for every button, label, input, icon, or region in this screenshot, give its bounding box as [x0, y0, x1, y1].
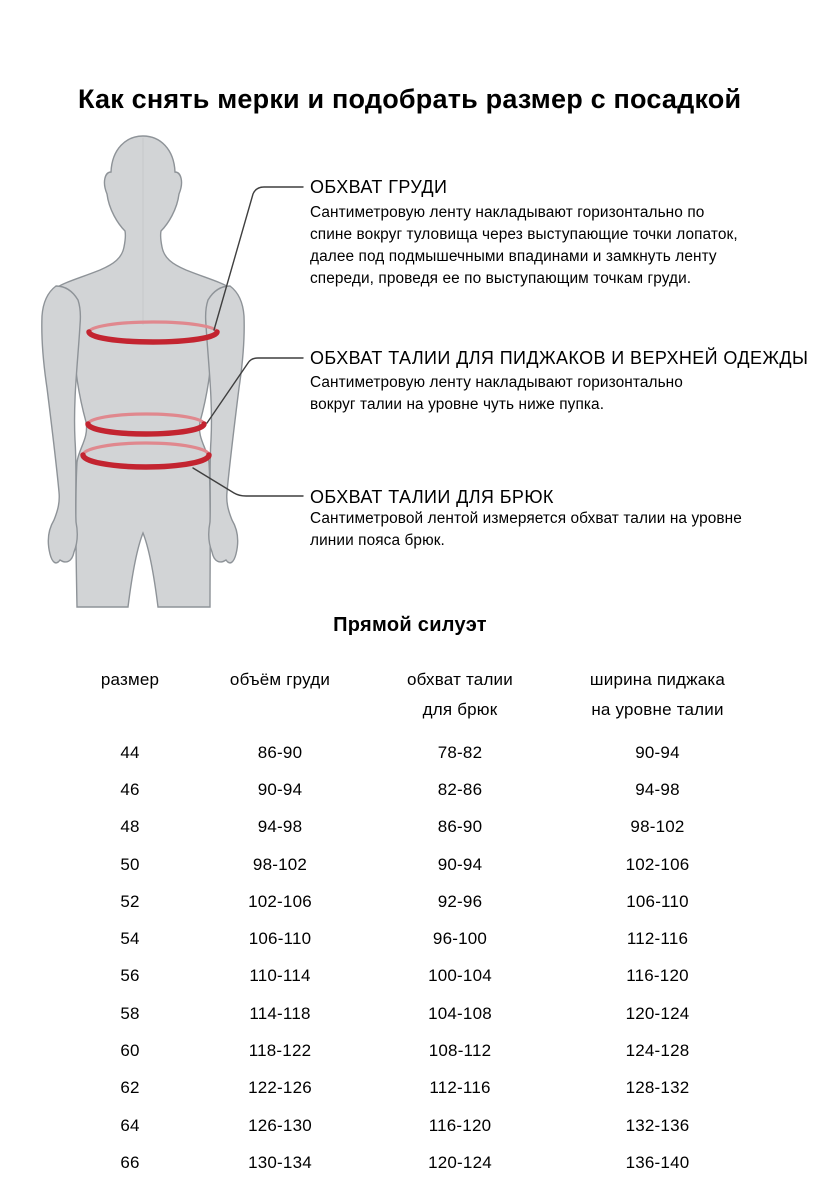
table-cell: 46 [120, 779, 140, 799]
table-cell: 64 [120, 1115, 140, 1135]
table-title: Прямой силуэт [333, 614, 487, 636]
table-cell: 92-96 [437, 891, 483, 911]
table-cell: 90-94 [257, 779, 303, 799]
table-cell: 90-94 [437, 854, 483, 874]
table-cell: 116-120 [428, 1115, 492, 1135]
table-row [60, 1107, 760, 1144]
table-row [60, 1144, 760, 1181]
table-cell: 94-98 [257, 817, 303, 837]
column-header: ширина пиджака [589, 670, 726, 689]
table-cell: 98-102 [252, 854, 308, 874]
section-heading-chest: ОБХВАТ ГРУДИ [310, 177, 448, 197]
table-row [60, 958, 760, 995]
table-cell: 94-98 [635, 779, 680, 799]
table-cell: 106-110 [626, 891, 689, 911]
table-row [60, 734, 760, 771]
table-cell: 136-140 [625, 1152, 690, 1172]
figure-left-arm [42, 286, 81, 563]
table-cell: 118-122 [248, 1041, 312, 1061]
table-cell: 58 [120, 1003, 140, 1023]
table-cell: 112-116 [626, 929, 689, 949]
section-text-jacket-waist: Сантиметровую ленту накладывают горизонтально вокруг талии на уровне чуть ниже пупка. [310, 374, 683, 413]
column-header-line2: на уровне талии [591, 700, 724, 719]
table-cell: 106-110 [248, 929, 312, 949]
table-cell: 56 [120, 966, 140, 986]
column-header-line2: для брюк [422, 700, 498, 719]
table-cell: 120-124 [428, 1152, 492, 1172]
table-cell: 128-132 [625, 1078, 690, 1098]
table-cell: 54 [120, 929, 140, 949]
table-cell: 108-112 [428, 1041, 492, 1061]
table-cell: 86-90 [257, 742, 303, 762]
table-cell: 50 [120, 854, 140, 874]
table-cell: 124-128 [625, 1041, 690, 1061]
table-cell: 102-106 [625, 854, 690, 874]
section-text-chest: Сантиметровую ленту накладывают горизонтально по спине вокруг туловища через выступающие точки лопаток, далее под подмышечными впадинами и замкнуть ленту спереди, проведя ее по выступающим точкам груди. [310, 204, 738, 287]
table-cell: 60 [120, 1041, 140, 1061]
table-cell: 104-108 [428, 1003, 492, 1023]
table-cell: 48 [120, 817, 140, 837]
table-cell: 122-126 [248, 1078, 312, 1098]
table-row [60, 809, 760, 846]
table-cell: 126-130 [248, 1115, 312, 1135]
table-cell: 62 [120, 1078, 140, 1098]
table-row [60, 846, 760, 883]
table-row [60, 1032, 760, 1069]
table-row [60, 771, 760, 808]
size-table [60, 660, 760, 1182]
table-cell: 82-86 [437, 779, 483, 799]
table-cell: 90-94 [635, 742, 680, 762]
column-header: объём груди [229, 670, 331, 689]
table-cell: 120-124 [625, 1003, 690, 1023]
table-cell: 52 [120, 891, 140, 911]
section-heading-jacket-waist: ОБХВАТ ТАЛИИ ДЛЯ ПИДЖАКОВ И ВЕРХНЕЙ ОДЕЖДЫ [310, 348, 809, 368]
table-row [60, 920, 760, 957]
table-cell: 130-134 [248, 1152, 312, 1172]
table-cell: 86-90 [437, 817, 483, 837]
table-cell: 78-82 [437, 742, 483, 762]
column-header: размер [100, 670, 160, 689]
table-cell: 96-100 [432, 929, 488, 949]
measurement-figure [20, 130, 310, 610]
table-cell: 116-120 [626, 966, 689, 986]
table-cell: 132-136 [625, 1115, 690, 1135]
table-header-row-2 [60, 700, 760, 734]
section-text-trouser-waist: Сантиметровой лентой измеряется обхват талии на уровне линии пояса брюк. [310, 510, 742, 549]
table-row [60, 883, 760, 920]
table-header-row [60, 660, 760, 700]
table-cell: 100-104 [428, 966, 492, 986]
table-row [60, 995, 760, 1032]
column-header: обхват талии [407, 670, 513, 689]
table-cell: 112-116 [429, 1078, 491, 1098]
section-heading-trouser-waist: ОБХВАТ ТАЛИИ ДЛЯ БРЮК [310, 487, 554, 507]
table-cell: 114-118 [249, 1003, 311, 1023]
table-cell: 102-106 [248, 891, 312, 911]
table-cell: 66 [120, 1152, 140, 1172]
table-cell: 98-102 [630, 817, 685, 837]
table-row [60, 1070, 760, 1107]
table-cell: 44 [120, 742, 140, 762]
page-title: Как снять мерки и подобрать размер с посадкой [78, 84, 742, 114]
table-cell: 110-114 [249, 966, 311, 986]
